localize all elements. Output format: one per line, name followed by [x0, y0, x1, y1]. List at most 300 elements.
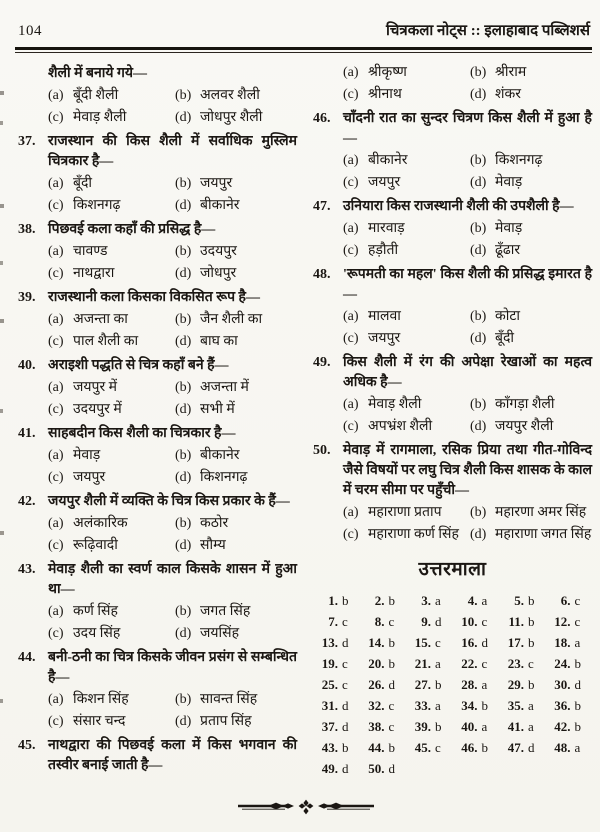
answer-cell [313, 611, 360, 632]
option-label: (a) [343, 221, 359, 236]
option [470, 502, 592, 524]
answer-key-grid [313, 590, 592, 779]
option [343, 502, 470, 524]
answer-number: 49. [321, 761, 338, 776]
option [175, 445, 297, 467]
answer-number: 44. [368, 740, 385, 755]
question-text: राजस्थानी कला किसका विकसित रूप है— [48, 290, 260, 305]
option-row [343, 84, 592, 106]
question-text: बनी-ठनी का चित्र किसके जीवन प्रसंग से सम्बन्धित है— [48, 650, 297, 685]
question-text: उनियारा किस राजस्थानी शैली की उपशैली है— [343, 199, 574, 214]
option-text: बूँदी शैली [73, 88, 119, 103]
option-row [48, 535, 297, 557]
answer-number: 1. [328, 593, 338, 608]
question-text: नाथद्वारा की पिछवई कला में किस भगवान की तस्वीर बनाई जाती है— [48, 738, 297, 773]
question-text: मेवाड़ शैली का स्वर्ण काल किसके शासन में हुआ था— [48, 562, 297, 597]
option [175, 377, 297, 399]
option-label: (a) [343, 309, 359, 324]
option-label: (b) [174, 244, 192, 259]
option-text: बूँदी [73, 176, 93, 191]
option-label: (c) [343, 87, 359, 102]
answer-number: 22. [461, 656, 478, 671]
answer-number: 35. [507, 698, 524, 713]
option-label: (b) [469, 153, 487, 168]
answer-cell [546, 716, 593, 737]
answer-letter: b [574, 656, 581, 671]
option-text: अलवर शैली [199, 88, 260, 103]
option [48, 173, 175, 195]
option-label: (d) [174, 198, 192, 213]
option [175, 601, 297, 623]
option-label: (a) [343, 505, 359, 520]
answer-cell [360, 758, 407, 779]
answer-cell [499, 653, 546, 674]
answer-cell [360, 737, 407, 758]
option [343, 218, 470, 240]
option [48, 467, 175, 489]
option-label: (c) [343, 331, 359, 346]
option-row [48, 623, 297, 645]
answer-cell [406, 716, 453, 737]
question-block [18, 648, 297, 733]
option-text: बूँदी [494, 331, 515, 346]
answer-letter: d [342, 635, 349, 650]
option [175, 711, 297, 733]
option-text: सावन्त सिंह [199, 692, 258, 707]
answer-letter: b [388, 740, 395, 755]
option-label: (b) [469, 221, 487, 236]
answer-number: 27. [414, 677, 431, 692]
option-row [343, 394, 592, 416]
option-row [343, 524, 592, 546]
answer-cell [313, 632, 360, 653]
answer-letter: c [388, 698, 395, 713]
option-row [48, 689, 297, 711]
answer-letter: b [481, 740, 488, 755]
option-label: (d) [469, 243, 487, 258]
option-label: (b) [174, 516, 192, 531]
option-row [343, 62, 592, 84]
answer-number: 10. [461, 614, 478, 629]
option [343, 394, 470, 416]
answer-cell [313, 653, 360, 674]
question-block [18, 288, 297, 353]
option [343, 172, 470, 194]
option-row [48, 107, 297, 129]
question-block [313, 109, 592, 194]
option [470, 218, 592, 240]
option-label: (d) [174, 402, 192, 417]
option-text: मेवाड़ [494, 175, 523, 190]
answer-number: 45. [414, 740, 431, 755]
answer-cell [313, 737, 360, 758]
answer-letter: b [342, 740, 349, 755]
option [343, 240, 470, 262]
option-text: कोटा [494, 309, 521, 324]
option [175, 263, 297, 285]
option [470, 62, 592, 84]
answer-number: 47. [507, 740, 524, 755]
answer-number: 34. [461, 698, 478, 713]
question-block [18, 64, 297, 129]
answer-letter: a [574, 740, 581, 755]
option-row [48, 467, 297, 489]
option-row [343, 240, 592, 262]
option-label: (b) [174, 604, 192, 619]
answer-cell [406, 632, 453, 653]
option [48, 689, 175, 711]
question-row [18, 220, 297, 240]
option-row [48, 195, 297, 217]
option-label: (a) [48, 380, 64, 395]
option-text: जयसिंह [199, 626, 240, 641]
option [48, 513, 175, 535]
option-text: जयपुर [199, 176, 233, 191]
option [470, 306, 592, 328]
option-row [48, 399, 297, 421]
answer-cell [499, 632, 546, 653]
answer-number: 24. [554, 656, 571, 671]
option [343, 62, 470, 84]
option-label: (d) [469, 331, 487, 346]
answer-cell [360, 590, 407, 611]
answer-key-title: उत्तरमाला [418, 559, 487, 580]
option-label: (d) [469, 87, 487, 102]
option [470, 84, 592, 106]
answer-cell [546, 674, 593, 695]
answer-number: 6. [560, 593, 571, 608]
answer-cell [406, 590, 453, 611]
option [470, 150, 592, 172]
option-label: (a) [343, 153, 359, 168]
answer-cell [499, 674, 546, 695]
option [48, 377, 175, 399]
option-row [48, 711, 297, 733]
answer-cell [360, 674, 407, 695]
option-label: (a) [48, 516, 64, 531]
answer-number: 30. [554, 677, 571, 692]
option-text: चावण्ड [73, 244, 108, 259]
option [48, 399, 175, 421]
answer-number: 19. [321, 656, 338, 671]
answer-letter: b [528, 593, 535, 608]
option-row [343, 218, 592, 240]
option-text: जयपुर [368, 331, 401, 346]
option-text: रूढ़िवादी [73, 538, 118, 553]
answer-letter: a [528, 698, 534, 713]
answer-letter: b [574, 698, 581, 713]
answer-letter: b [481, 698, 488, 713]
question-text: 'रूपमती का महल' किस शैली की प्रसिद्ध इमारत है— [343, 267, 592, 302]
answer-number: 18. [554, 635, 571, 650]
answer-cell [453, 611, 500, 632]
option-row [48, 445, 297, 467]
answer-number: 13. [321, 635, 338, 650]
answer-letter: b [342, 593, 349, 608]
option-label: (a) [48, 312, 64, 327]
option [48, 241, 175, 263]
left-column [18, 62, 297, 779]
option-text: मेवाड़ [73, 448, 101, 463]
option-text: ढूँढार [494, 243, 521, 258]
option-label: (c) [48, 402, 64, 417]
answer-cell [453, 590, 500, 611]
option-label: (b) [469, 65, 487, 80]
option [343, 306, 470, 328]
question-block [18, 356, 297, 421]
option-text: प्रताप सिंह [199, 714, 252, 729]
question-text: चाँदनी रात का सुन्दर चित्रण किस शैली में हुआ है— [343, 111, 592, 146]
option-label: (a) [343, 397, 359, 412]
option-label: (c) [343, 419, 359, 434]
option [48, 263, 175, 285]
option-label: (a) [48, 244, 64, 259]
answer-cell [499, 716, 546, 737]
option-text: जगत सिंह [199, 604, 251, 619]
option-row [48, 331, 297, 353]
question-number [18, 64, 48, 84]
answer-cell [499, 611, 546, 632]
option [343, 150, 470, 172]
answer-number: 15. [414, 635, 431, 650]
answer-number: 26. [368, 677, 385, 692]
book-title: चित्रकला नोट्स :: इलाहाबाद पब्लिशर्स [386, 23, 590, 39]
option-label: (d) [174, 714, 192, 729]
answer-letter: d [574, 677, 581, 692]
question-number: 46. [313, 111, 331, 126]
question-row [313, 197, 592, 217]
question-text: मेवाड़ में रागमाला, रसिक प्रिया तथा गीत-गोविन्द जैसे विषयों पर लघु चित्र शैली किस शासक के काल में चरम सीमा पर पहुँची— [343, 443, 592, 498]
option-label: (d) [469, 175, 487, 190]
option-label: (b) [469, 505, 487, 520]
question-number: 38. [18, 222, 36, 237]
answer-number: 43. [321, 740, 338, 755]
option-label: (c) [343, 175, 359, 190]
page-number: 104 [18, 23, 42, 39]
option [343, 84, 470, 106]
option [175, 535, 297, 557]
content-columns [0, 53, 600, 779]
answer-letter: c [574, 593, 581, 608]
option-label: (a) [48, 692, 64, 707]
answer-letter: c [388, 614, 395, 629]
question-row [313, 353, 592, 393]
option-text: श्रीकृष्ण [368, 65, 407, 80]
option-row [48, 601, 297, 623]
question-block [18, 560, 297, 645]
option [175, 241, 297, 263]
option [175, 689, 297, 711]
option [48, 195, 175, 217]
question-row [313, 109, 592, 149]
answer-letter: b [528, 677, 535, 692]
answer-number: 8. [374, 614, 385, 629]
option-row [343, 150, 592, 172]
answer-letter: b [435, 677, 442, 692]
option [48, 85, 175, 107]
option-label: (c) [48, 538, 64, 553]
option-text: श्रीराम [494, 65, 527, 80]
answer-letter: c [481, 614, 488, 629]
option-row [48, 377, 297, 399]
question-block [18, 424, 297, 489]
option-text: जयपुर शैली [494, 419, 554, 434]
option-row [48, 263, 297, 285]
option-text: सौम्य [199, 538, 226, 553]
option-text: कठोर [199, 516, 229, 531]
answer-letter: a [528, 719, 534, 734]
answer-number: 2. [374, 593, 385, 608]
answer-number: 9. [421, 614, 431, 629]
answer-cell [546, 653, 593, 674]
option-label: (c) [48, 334, 64, 349]
option [175, 173, 297, 195]
option-row [343, 172, 592, 194]
option-row [343, 502, 592, 524]
option-text: मेवाड़ शैली [73, 110, 127, 125]
question-number: 42. [18, 494, 36, 509]
option-label: (d) [469, 419, 487, 434]
answer-number: 23. [507, 656, 524, 671]
option [48, 107, 175, 129]
option-text: मेवाड़ शैली [368, 397, 422, 412]
answer-letter: a [574, 635, 581, 650]
answer-cell [406, 695, 453, 716]
answer-letter: a [481, 677, 488, 692]
option [343, 328, 470, 350]
option-text: अजन्ता में [199, 380, 249, 395]
question-text: अराइशी पद्धति से चित्र कहाँ बने हैं— [48, 358, 229, 373]
question-number: 39. [18, 290, 36, 305]
answer-cell [453, 695, 500, 716]
option-label: (c) [48, 626, 64, 641]
answer-number: 14. [368, 635, 385, 650]
answer-cell [406, 737, 453, 758]
option-row [48, 241, 297, 263]
question-row [313, 265, 592, 305]
option-label: (a) [48, 88, 64, 103]
answer-letter: a [435, 656, 441, 671]
answer-cell [453, 716, 500, 737]
answer-number: 28. [461, 677, 478, 692]
option-text: जयपुर [73, 470, 106, 485]
option [470, 524, 592, 546]
option-label: (b) [174, 380, 192, 395]
answer-letter: c [342, 656, 348, 671]
option-label: (c) [48, 714, 64, 729]
option [175, 399, 297, 421]
answer-letter: c [481, 656, 488, 671]
option-label: (b) [174, 448, 192, 463]
answer-cell [406, 653, 453, 674]
option-label: (b) [174, 692, 192, 707]
answer-number: 17. [507, 635, 524, 650]
option-label: (c) [48, 266, 64, 281]
option-label: (c) [48, 198, 64, 213]
option-row [343, 328, 592, 350]
option-text: बीकानेर [368, 153, 408, 168]
answer-letter: d [342, 719, 349, 734]
answer-letter: d [528, 740, 535, 755]
question-block [18, 492, 297, 557]
option [470, 394, 592, 416]
answer-letter: c [388, 719, 395, 734]
option-label: (d) [469, 527, 487, 542]
answer-cell [499, 590, 546, 611]
option-text: जैन शैली का [199, 312, 263, 327]
answer-number: 29. [507, 677, 524, 692]
answer-cell [546, 611, 593, 632]
option [48, 309, 175, 331]
answer-cell [453, 674, 500, 695]
answer-number: 31. [321, 698, 338, 713]
answer-number: 3. [421, 593, 431, 608]
answer-number: 50. [368, 761, 385, 776]
option-label: (b) [469, 309, 487, 324]
option-label: (b) [174, 88, 192, 103]
option-text: उदयपुर [199, 244, 237, 259]
answer-number: 46. [461, 740, 478, 755]
option-text: किशनगढ़ [199, 470, 248, 485]
question-text: राजस्थान की किस शैली में सर्वाधिक मुस्लिम चित्रकार है— [48, 134, 297, 169]
answer-cell [313, 716, 360, 737]
option-label: (a) [48, 176, 64, 191]
option-text: महाराणा जगत सिंह [494, 527, 592, 542]
answer-letter: c [342, 677, 348, 692]
option-text: हड़ौती [368, 243, 399, 258]
option-label: (a) [48, 604, 64, 619]
question-row [18, 648, 297, 688]
answer-number: 16. [461, 635, 478, 650]
answer-cell [546, 632, 593, 653]
option-text: उदय सिंह [73, 626, 121, 641]
answer-letter: b [528, 614, 535, 629]
answer-cell [546, 737, 593, 758]
question-block [18, 132, 297, 217]
answer-letter: a [435, 698, 441, 713]
option-label: (c) [343, 243, 359, 258]
option-text: किशन सिंह [73, 692, 129, 707]
option [470, 416, 592, 438]
option-row [48, 513, 297, 535]
answer-letter: b [574, 719, 581, 734]
answer-letter: a [481, 719, 488, 734]
question-row [18, 424, 297, 444]
option [48, 331, 175, 353]
answer-number: 21. [414, 656, 431, 671]
answer-number: 37. [321, 719, 338, 734]
answer-cell [499, 737, 546, 758]
option-label: (b) [174, 312, 192, 327]
question-block [313, 353, 592, 438]
option-label: (d) [174, 470, 192, 485]
answer-letter: b [528, 635, 535, 650]
option-text: महाराणा प्रताप [368, 505, 442, 520]
option-text: महाराणा कर्ण सिंह [368, 527, 459, 542]
option [470, 172, 592, 194]
question-block [313, 62, 592, 106]
question-block [313, 197, 592, 262]
option-label: (d) [174, 334, 192, 349]
answer-number: 39. [414, 719, 431, 734]
option-text: जोधपुर शैली [199, 110, 263, 125]
option [48, 445, 175, 467]
option-text: अपभ्रंश शैली [368, 419, 433, 434]
answer-number: 40. [461, 719, 478, 734]
option-label: (a) [343, 65, 359, 80]
option-text: किशनगढ़ [494, 153, 543, 168]
option-label: (d) [174, 538, 192, 553]
